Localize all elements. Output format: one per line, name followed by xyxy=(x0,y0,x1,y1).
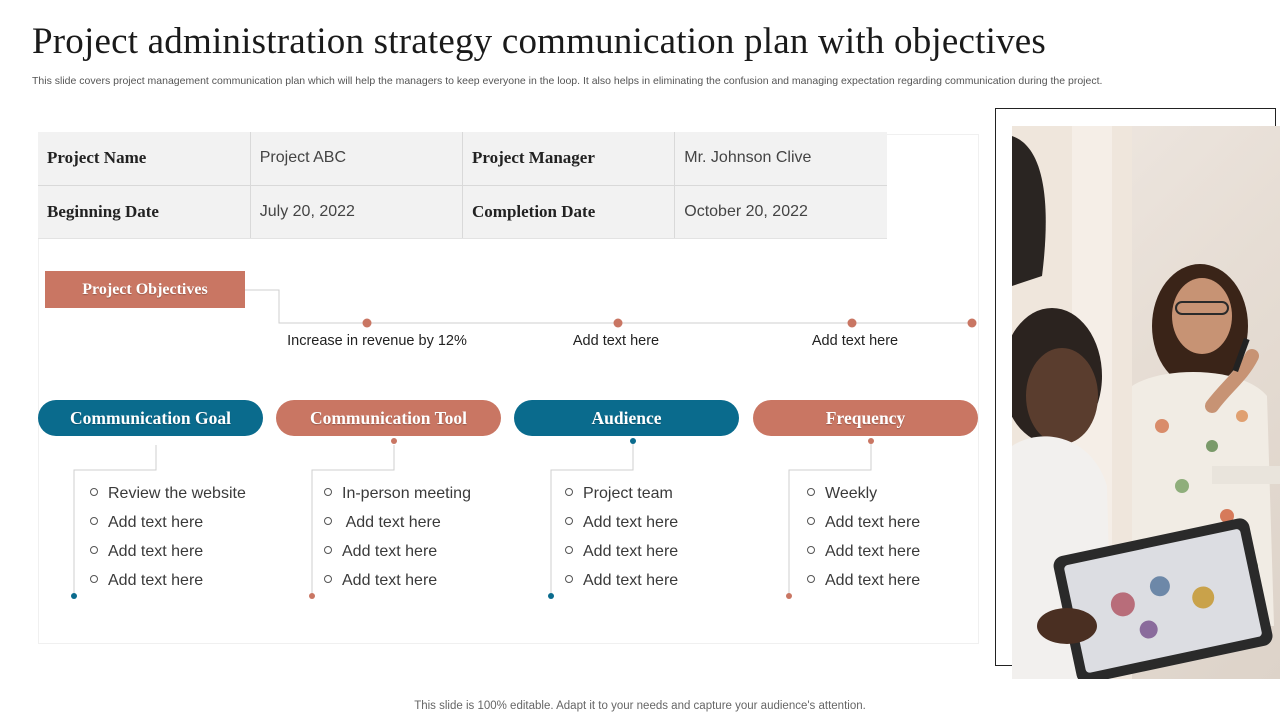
list-item xyxy=(807,483,920,512)
photo-illustration xyxy=(1012,126,1280,679)
project-info-table xyxy=(38,132,887,239)
communication-tool-pill: Communication Tool xyxy=(276,400,501,436)
bullet-icon xyxy=(324,517,332,525)
bullet-icon xyxy=(90,488,98,496)
list-item-text: Add text here xyxy=(825,572,921,589)
project-name-value: Project ABC xyxy=(250,132,462,185)
list-item-text: Add text here xyxy=(342,572,438,589)
bullet-icon xyxy=(324,575,332,583)
list-item xyxy=(807,570,920,599)
list-item-text: Add text here xyxy=(108,572,204,589)
list-item-text: Project team xyxy=(583,485,673,502)
list-item xyxy=(565,570,678,599)
bullet-icon xyxy=(324,488,332,496)
list-item-text: Weekly xyxy=(825,485,878,502)
list-item-text: Add text here xyxy=(583,572,679,589)
beginning-date-value: July 20, 2022 xyxy=(250,185,462,238)
list-item-text: Add text here xyxy=(108,543,204,560)
objective-text-3: Add text here xyxy=(811,333,899,349)
communication-tool-list xyxy=(324,483,471,599)
list-item xyxy=(324,512,471,541)
completion-date-value: October 20, 2022 xyxy=(675,185,887,238)
objective-text-2: Add text here xyxy=(572,333,660,349)
list-item xyxy=(324,541,471,570)
list-item xyxy=(807,512,920,541)
list-item xyxy=(565,483,678,512)
bullet-icon xyxy=(807,575,815,583)
communication-goal-pill: Communication Goal xyxy=(38,400,263,436)
list-item-text: Add text here xyxy=(825,514,921,531)
list-item xyxy=(324,570,471,599)
list-item xyxy=(90,483,246,512)
objective-text-1: Increase in revenue by 12% xyxy=(287,333,467,349)
bullet-icon xyxy=(807,517,815,525)
bullet-icon xyxy=(565,488,573,496)
list-item-text: Add text here xyxy=(342,514,441,531)
communication-goal-list xyxy=(90,483,246,599)
frequency-pill: Frequency xyxy=(753,400,978,436)
table-row xyxy=(38,185,887,238)
completion-date-label: Completion Date xyxy=(463,185,675,238)
bullet-icon xyxy=(807,546,815,554)
list-item-text: Add text here xyxy=(342,543,438,560)
slide-title: Project administration strategy communication plan with objectives xyxy=(32,21,1047,62)
project-name-label: Project Name xyxy=(38,132,250,185)
table-row xyxy=(38,132,887,185)
team-meeting-photo xyxy=(1012,126,1280,679)
audience-list xyxy=(565,483,678,599)
bullet-icon xyxy=(565,546,573,554)
bullet-icon xyxy=(90,546,98,554)
beginning-date-label: Beginning Date xyxy=(38,185,250,238)
slide-subtitle: This slide covers project management communication plan which will help the managers to keep everyone in the loop. It also helps in eliminating the confusion and managing expectation regarding communication during the project. xyxy=(32,75,1103,87)
bullet-icon xyxy=(807,488,815,496)
bullet-icon xyxy=(565,575,573,583)
list-item xyxy=(90,541,246,570)
project-manager-label: Project Manager xyxy=(463,132,675,185)
list-item xyxy=(807,541,920,570)
list-item-text: Add text here xyxy=(108,514,204,531)
bullet-icon xyxy=(324,546,332,554)
list-item-text: In-person meeting xyxy=(342,485,471,502)
list-item-text: Add text here xyxy=(583,543,679,560)
audience-pill: Audience xyxy=(514,400,739,436)
list-item xyxy=(90,512,246,541)
list-item xyxy=(90,570,246,599)
frequency-list xyxy=(807,483,920,599)
project-objectives-badge: Project Objectives xyxy=(45,271,245,308)
list-item-text: Review the website xyxy=(108,485,246,502)
list-item-text: Add text here xyxy=(583,514,679,531)
list-item xyxy=(324,483,471,512)
list-item xyxy=(565,541,678,570)
project-manager-value: Mr. Johnson Clive xyxy=(675,132,887,185)
bullet-icon xyxy=(90,575,98,583)
list-item xyxy=(565,512,678,541)
list-item-text: Add text here xyxy=(825,543,921,560)
bullet-icon xyxy=(90,517,98,525)
slide-footer: This slide is 100% editable. Adapt it to your needs and capture your audience's attention. xyxy=(414,700,866,712)
bullet-icon xyxy=(565,517,573,525)
